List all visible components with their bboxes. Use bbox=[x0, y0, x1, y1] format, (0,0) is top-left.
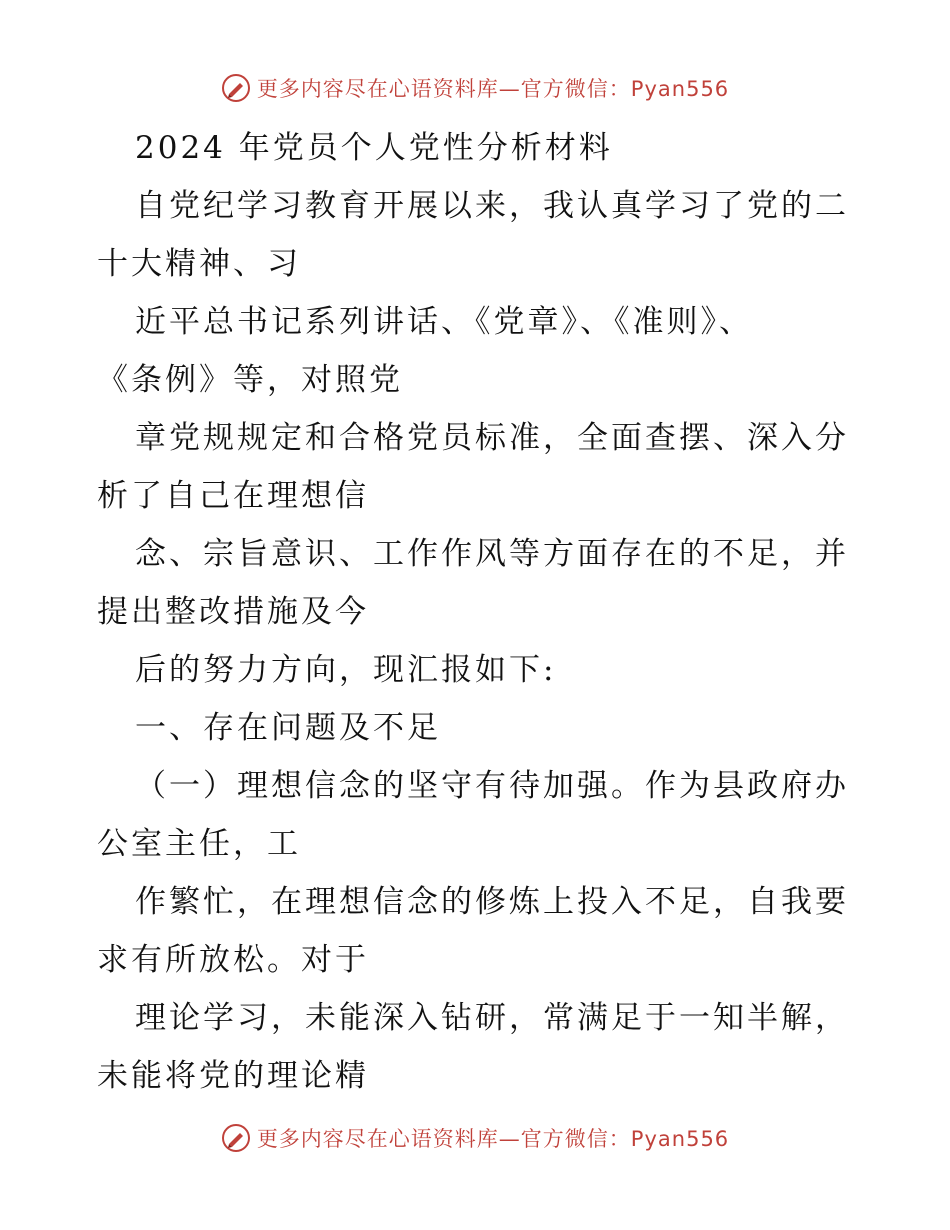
watermark-text: 更多内容尽在心语资料库—官方微信：Pyan556 bbox=[256, 1127, 730, 1151]
watermark-header bbox=[0, 73, 950, 103]
body-line: 《条例》等，对照党 bbox=[97, 362, 403, 398]
body-line: 理论学习，未能深入钻研，常满足于一知半解， bbox=[135, 1000, 849, 1036]
body-line: 析了自己在理想信 bbox=[97, 478, 369, 514]
body-line: 求有所放松。对于 bbox=[97, 942, 369, 978]
body-line: 未能将党的理论精 bbox=[97, 1058, 369, 1094]
body-line: 后的努力方向，现汇报如下: bbox=[135, 652, 557, 688]
body-line: 章党规规定和合格党员标准，全面查摆、深入分 bbox=[135, 420, 849, 456]
watermark-text: 更多内容尽在心语资料库—官方微信：Pyan556 bbox=[256, 77, 730, 101]
body-line: 十大精神、习 bbox=[97, 246, 301, 282]
body-line: 念、宗旨意识、工作作风等方面存在的不足，并 bbox=[135, 536, 849, 572]
body-line: 提出整改措施及今 bbox=[97, 594, 369, 630]
body-line: 近平总书记系列讲话、《党章》、《准则》、 bbox=[135, 304, 753, 340]
document-title: 2024 年党员个人党性分析材料 bbox=[135, 130, 613, 166]
watermark-footer bbox=[0, 1123, 950, 1153]
pen-logo-icon bbox=[221, 1123, 251, 1153]
body-line: 公室主任，工 bbox=[97, 826, 301, 862]
body-line: 作繁忙，在理想信念的修炼上投入不足，自我要 bbox=[135, 884, 849, 920]
subsection-heading: （一）理想信念的坚守有待加强。作为县政府办 bbox=[135, 768, 849, 804]
pen-logo-icon bbox=[221, 73, 251, 103]
section-heading: 一、存在问题及不足 bbox=[135, 710, 441, 746]
body-line: 自党纪学习教育开展以来，我认真学习了党的二 bbox=[135, 188, 849, 224]
